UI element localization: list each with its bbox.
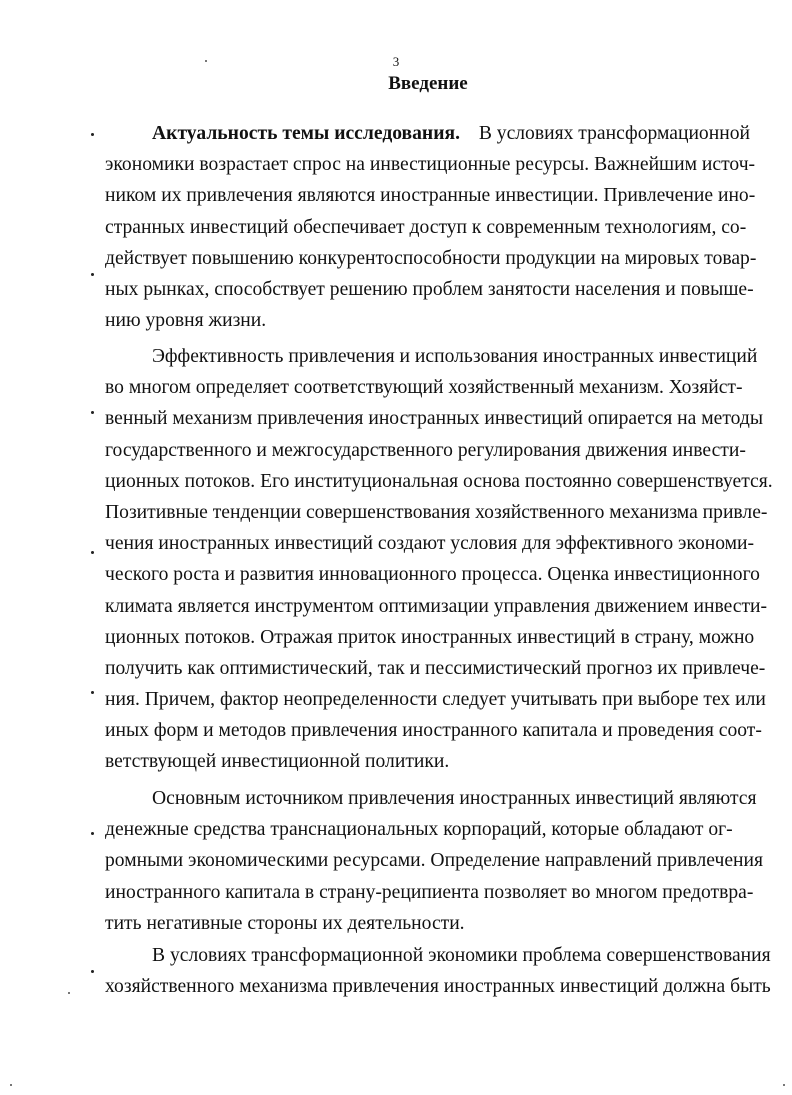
text-line: чения иностранных инвестиций создают условия для эффективного экономи-: [105, 533, 755, 555]
paragraph-1: [105, 118, 757, 336]
text-line: [105, 118, 750, 149]
text-line: действует повышению конкурентоспособности продукции на мировых товар-: [105, 247, 757, 269]
text-line: ционных потоков. Отражая приток иностранных инвестиций в страну, можно: [105, 626, 755, 648]
scan-speck: [783, 1084, 785, 1086]
scan-margin-dot: [91, 273, 94, 276]
text-line: иных форм и методов привлечения иностранного капитала и проведения соот-: [105, 720, 762, 742]
page-number: 3: [392, 54, 400, 69]
text-line: ных рынках, способствует решению проблем занятости населения и повыше-: [105, 278, 754, 300]
text-line: В условиях трансформационной экономики проблема совершенствования: [152, 945, 771, 966]
text-line: ционных потоков. Его институциональная основа постоянно совершенствуется.: [105, 470, 773, 492]
text-line: климата является инструментом оптимизации управления движением инвести-: [105, 595, 768, 617]
text-line: ромными экономическими ресурсами. Определение направлений привлечения: [105, 850, 764, 872]
text-line: странных инвестиций обеспечивает доступ к современным технологиям, со-: [105, 216, 747, 238]
paragraph-4: [105, 940, 771, 1002]
text-line: ния. Причем, фактор неопределенности следует учитывать при выборе тех или: [105, 689, 766, 711]
scan-speck: [68, 992, 70, 994]
paragraph-2: [105, 341, 773, 778]
text-line: получить как оптимистический, так и пессимистический прогноз их привлече-: [105, 657, 766, 679]
text-line: ником их привлечения являются иностранные инвестиции. Привлечение ино-: [105, 185, 756, 207]
text-line: хозяйственного механизма привлечения иностранных инвестиций должна быть: [105, 976, 771, 998]
text-line: Эффективность привлечения и использования иностранных инвестиций: [152, 346, 758, 367]
text-line: венный механизм привлечения иностранных инвестиций опирается на методы: [105, 408, 764, 430]
text-line: иностранного капитала в страну-реципиента позволяет во многом предотвра-: [105, 881, 754, 903]
text-line: экономики возрастает спрос на инвестиционные ресурсы. Важнейшим источ-: [105, 154, 756, 176]
text-line: ческого роста и развития инновационного процесса. Оценка инвестиционного: [105, 564, 760, 586]
scan-speck: [205, 60, 207, 62]
scan-speck: [10, 1084, 12, 1086]
paragraph-3: [105, 783, 764, 939]
text-line: денежные средства транснациональных корпораций, которые обладают ог-: [105, 819, 733, 841]
scan-margin-dot: [91, 691, 94, 694]
page-title: Введение: [388, 73, 468, 94]
text-line-content: В условиях трансформационной: [478, 123, 750, 144]
scan-margin-dot: [91, 832, 94, 835]
scan-margin-dot: [91, 551, 94, 554]
lead-heading: Актуальность темы исследования.: [152, 123, 460, 144]
text-line: государственного и межгосударственного регулирования движения инвести-: [105, 439, 746, 461]
text-line: Позитивные тенденции совершенствования хозяйственного механизма привле-: [105, 501, 768, 523]
scan-margin-dot: [91, 411, 94, 414]
text-line: Основным источником привлечения иностранных инвестиций являются: [152, 788, 757, 809]
text-line: нию уровня жизни.: [105, 310, 267, 332]
scan-margin-dot: [91, 970, 94, 973]
text-line: во многом определяет соответствующий хозяйственный механизм. Хозяйст-: [105, 377, 743, 399]
text-line: ветствующей инвестиционной политики.: [105, 751, 450, 773]
text-line: тить негативные стороны их деятельности.: [105, 912, 465, 934]
scan-margin-dot: [91, 133, 94, 136]
